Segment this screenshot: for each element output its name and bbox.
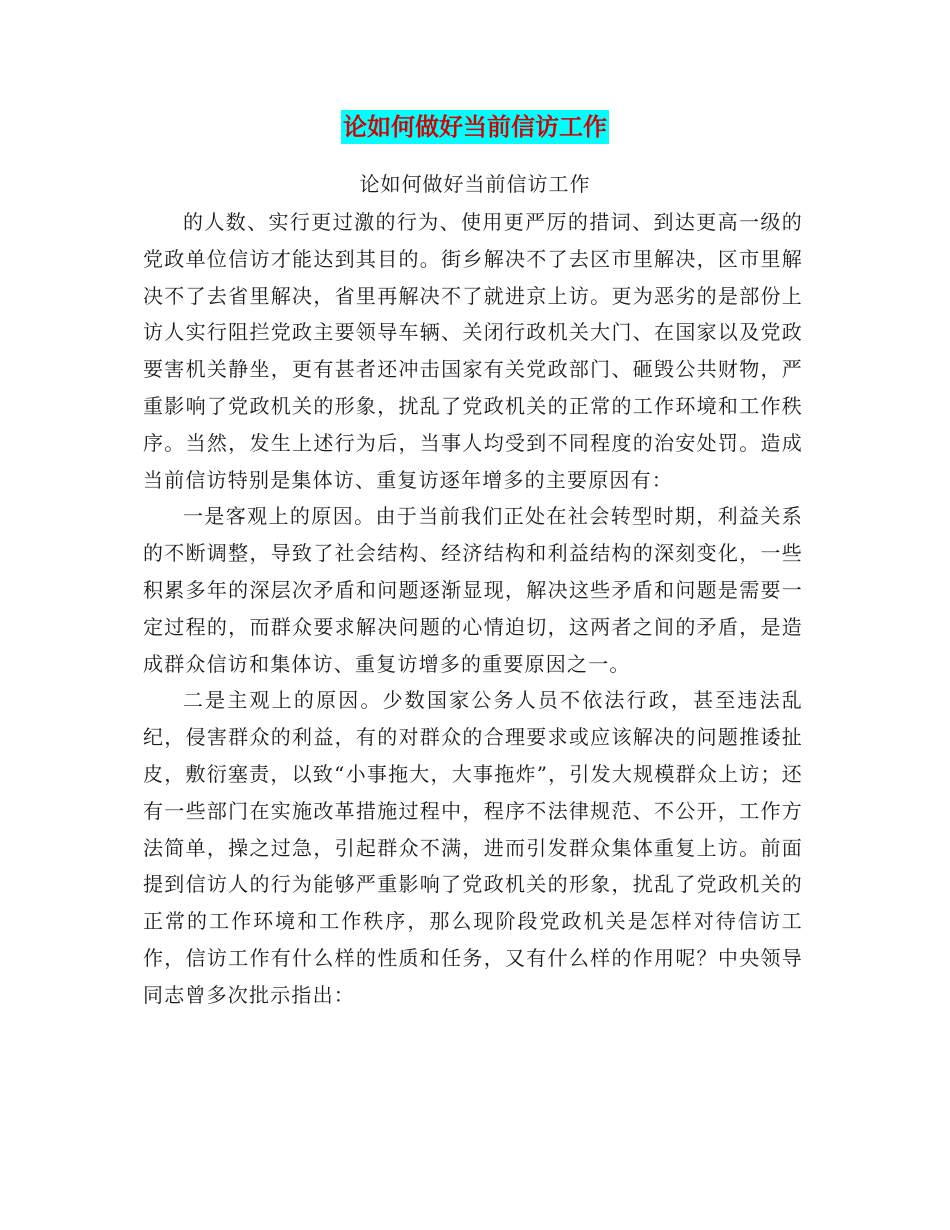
paragraph-2: 一是客观上的原因。由于当前我们正处在社会转型时期，利益关系的不断调整，导致了社会结构、经济结构和利益结构的深刻变化，一些积累多年的深层次矛盾和问题逐渐显现，解决这些矛盾和问题是需要一定过程的，而群众要求解决问题的心情迫切，这两者之间的矛盾，是造成群众信访和集体访、重复访增多的重要原因之一。 <box>143 504 803 676</box>
document-title: 论如何做好当前信访工作 <box>341 110 609 144</box>
paragraph-3: 二是主观上的原因。少数国家公务人员不依法行政，甚至违法乱纪，侵害群众的利益，有的对群众的合理要求或应该解决的问题推诿扯皮，敷衍塞责，以致“小事拖大，大事拖炸”，引发大规模群众上访；还有一些部门在实施改革措施过程中，程序不法律规范、不公开，工作方法简单，操之过急，引起群众不满，进而引发群众集体重复上访。前面提到信访人的行为能够严重影响了党政机关的形象，扰乱了党政机关的正常的工作环境和工作秩序，那么现阶段党政机关是怎样对待信访工作，信访工作有什么样的性质和任务，又有什么样的作用呢？中央领导同志曾多次批示指出： <box>143 688 803 1007</box>
document-body <box>143 204 803 1014</box>
title-row <box>0 110 950 144</box>
paragraph-1: 的人数、实行更过激的行为、使用更严厉的措词、到达更高一级的党政单位信访才能达到其目的。街乡解决不了去区市里解决，区市里解决不了去省里解决，省里再解决不了就进京上访。更为恶劣的是部份上访人实行阻拦党政主要领导车辆、关闭行政机关大门、在国家以及党政要害机关静坐，更有甚者还冲击国家有关党政部门、砸毁公共财物，严重影响了党政机关的形象，扰乱了党政机关的正常的工作环境和工作秩序。当然，发生上述行为后，当事人均受到不同程度的治安处罚。造成当前信访特别是集体访、重复访逐年增多的主要原因有： <box>143 210 803 492</box>
document-subtitle: 论如何做好当前信访工作 <box>359 172 591 196</box>
